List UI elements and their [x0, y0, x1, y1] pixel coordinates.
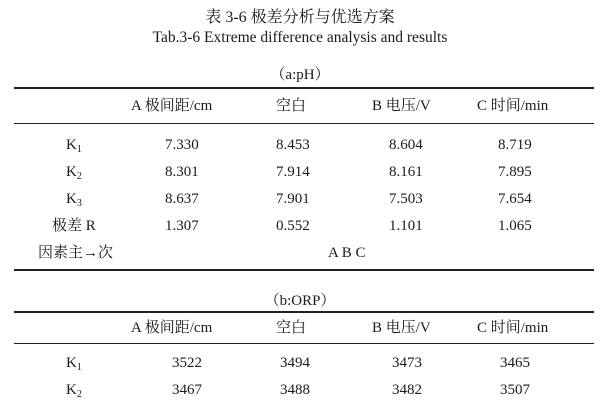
table-a-header-rule	[14, 123, 594, 124]
table-a-row-label: $K_2$	[66, 164, 82, 182]
table-a-top-rule	[14, 87, 594, 89]
table-a-cell: 8.161	[389, 164, 423, 180]
table-b-header-rule	[14, 343, 594, 344]
table-b-subtitle: （b:ORP）	[264, 293, 336, 309]
table-a-cell: 7.895	[498, 164, 532, 180]
table-a-header-b: B 电压/V	[372, 98, 431, 114]
table-a-cell: 7.914	[276, 164, 310, 180]
table-a-cell: 8.604	[389, 137, 423, 153]
table-a-header-c: C 时间/min	[477, 98, 549, 114]
table-a-subtitle: （a:pH）	[270, 67, 330, 83]
table-a-row-label: $K_3$	[66, 191, 82, 209]
table-a-cell: 8.637	[165, 191, 199, 207]
table-a-header-a: A 极间距/cm	[131, 98, 213, 114]
table-title-en: Tab.3-6 Extreme difference analysis and results	[152, 29, 448, 46]
table-b-cell: 3465	[500, 355, 530, 371]
table-a-row-label: $K_1$	[66, 137, 82, 155]
table-a-cell: 7.654	[498, 191, 532, 207]
table-b-header-c: C 时间/min	[477, 320, 549, 336]
table-a-cell: 7.503	[389, 191, 423, 207]
table-b-row-label: $K_1$	[66, 355, 82, 373]
table-a-cell: 1.101	[389, 218, 423, 234]
table-a-cell: 1.307	[165, 218, 199, 234]
table-a-cell: 0.552	[276, 218, 310, 234]
table-a-cell: 8.453	[276, 137, 310, 153]
table-b-cell: 3467	[172, 382, 202, 398]
table-b-header-blank: 空白	[276, 320, 307, 336]
table-a-bottom-rule	[14, 269, 594, 271]
table-b-cell: 3473	[392, 355, 422, 371]
table-b-row-label: $K_2$	[66, 382, 82, 400]
table-b-cell: 3507	[500, 382, 530, 398]
table-a-cell: 8.719	[498, 137, 532, 153]
table-b-header-b: B 电压/V	[372, 320, 431, 336]
table-a-row-label: 极差 R	[52, 218, 96, 234]
table-b-cell: 3522	[172, 355, 202, 371]
table-title-cn: 表 3-6 极差分析与优选方案	[205, 9, 395, 26]
table-b-cell: 3488	[280, 382, 310, 398]
table-a-cell: 7.901	[276, 191, 310, 207]
table-a-header-blank: 空白	[276, 98, 307, 114]
table-a-cell: 8.301	[165, 164, 199, 180]
table-a-cell: 1.065	[498, 218, 532, 234]
table-a-cell: 7.330	[165, 137, 199, 153]
table-b-cell: 3482	[392, 382, 422, 398]
table-b-top-rule	[14, 311, 594, 313]
table-a-order-label: 因素主→次	[38, 245, 114, 261]
table-b-cell: 3494	[280, 355, 310, 371]
table-a-order-value: A B C	[328, 245, 366, 261]
table-b-header-a: A 极间距/cm	[131, 320, 213, 336]
